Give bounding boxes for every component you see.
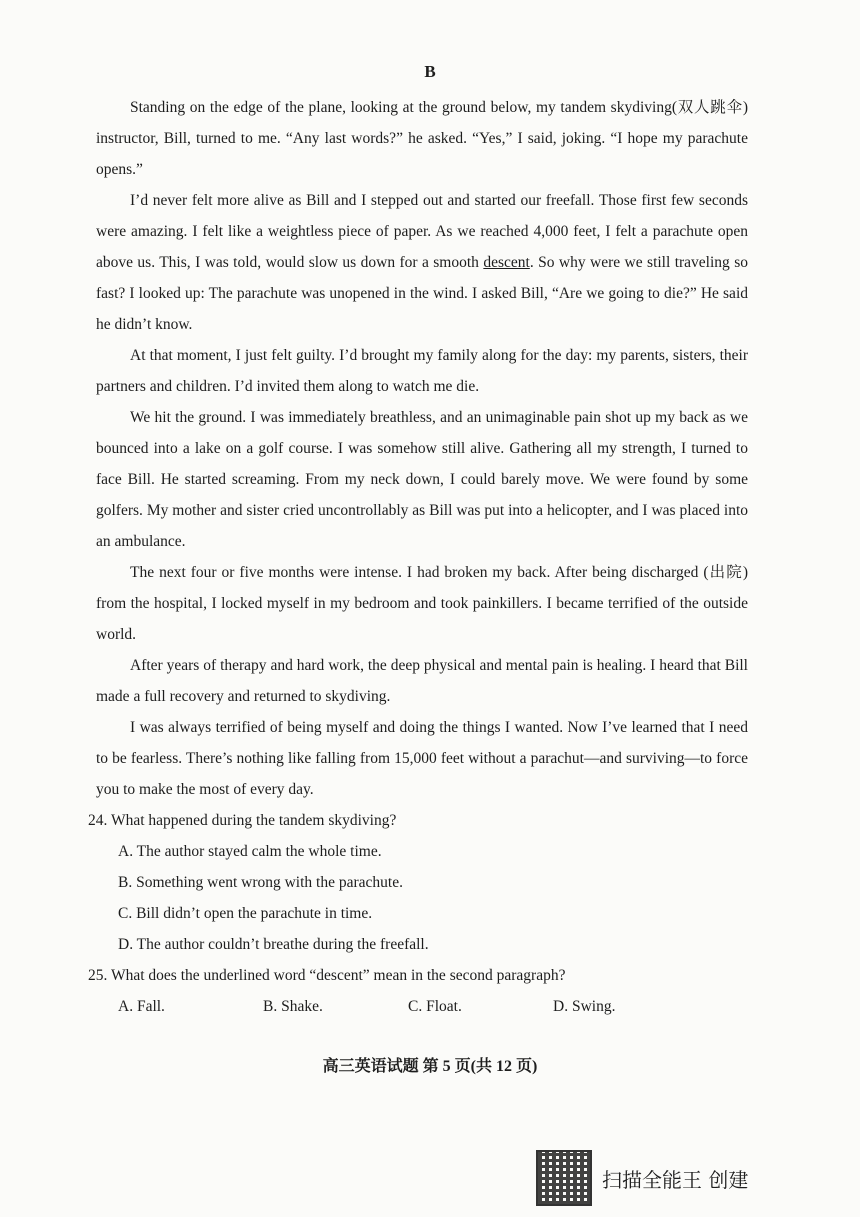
scanner-watermark-text: 扫描全能王 创建 bbox=[602, 1167, 749, 1192]
question-24-option-d: D. The author couldn’t breathe during the freefall. bbox=[118, 936, 429, 953]
paragraph-1: Standing on the edge of the plane, looking at the ground below, my tandem skydiving(双人跳伞) instructor, Bill, turned to me. “Any last words?” he asked. “Yes,” I said, joking. “I hope my parachute opens.” bbox=[96, 99, 748, 178]
question-25 bbox=[88, 960, 748, 1022]
scanner-watermark bbox=[536, 1150, 748, 1206]
question-24-option-a: A. The author stayed calm the whole time. bbox=[118, 843, 382, 860]
section-label: B bbox=[424, 62, 436, 81]
paragraph-6: After years of therapy and hard work, the deep physical and mental pain is healing. I heard that Bill made a full recovery and returned to skydiving. bbox=[96, 657, 748, 705]
question-25-option-d: D. Swing. bbox=[553, 998, 616, 1015]
paragraph-2-end: . So why were we still traveling so fast? I looked up: The parachute was unopened in the wind. I asked Bill, “Are we going to die?” He said he didn’t know. bbox=[96, 254, 748, 333]
paragraph-2-start: I’d never felt more alive as Bill and I stepped out and started our freefall. Those first few seconds were amazing. I felt like a weightless piece of paper. As we reached 4,000 feet, I felt a parachute open above us. This, I was told, would slow us down for a smooth bbox=[96, 192, 748, 271]
question-25-stem: 25. What does the underlined word “descent” mean in the second paragraph? bbox=[88, 967, 566, 984]
underlined-word: descent bbox=[483, 254, 530, 271]
question-24-stem: 24. What happened during the tandem skydiving? bbox=[88, 812, 397, 829]
paragraph-2 bbox=[96, 185, 748, 340]
question-25-option-b: B. Shake. bbox=[263, 998, 323, 1015]
paragraph-7: I was always terrified of being myself and doing the things I wanted. Now I’ve learned that I need to be fearless. There’s nothing like falling from 15,000 feet without a parachut—and surviving—to force you to make the most of every day. bbox=[96, 719, 748, 798]
qr-code-icon bbox=[536, 1150, 592, 1206]
paragraph-5: The next four or five months were intense. I had broken my back. After being discharged (出院) from the hospital, I locked myself in my bedroom and took painkillers. I became terrified of the outside world. bbox=[96, 564, 748, 643]
question-25-options bbox=[96, 991, 748, 1022]
question-24-option-b: B. Something went wrong with the parachute. bbox=[118, 874, 403, 891]
reading-passage bbox=[88, 92, 748, 1022]
question-25-option-c: C. Float. bbox=[408, 998, 462, 1015]
paragraph-4: We hit the ground. I was immediately breathless, and an unimaginable pain shot up my back as we bounced into a lake on a golf course. I was somehow still alive. Gathering all my strength, I turned to face Bill. He started screaming. From my neck down, I could barely move. We were found by some golfers. My mother and sister cried uncontrollably as Bill was put into a helicopter, and I was placed into an ambulance. bbox=[96, 409, 748, 550]
paragraph-3: At that moment, I just felt guilty. I’d brought my family along for the day: my parents, sisters, their partners and children. I’d invited them along to watch me die. bbox=[96, 347, 748, 395]
question-25-option-a: A. Fall. bbox=[118, 998, 165, 1015]
question-24-option-c: C. Bill didn’t open the parachute in time. bbox=[118, 905, 373, 922]
question-24 bbox=[88, 805, 748, 960]
page-footer: 高三英语试题 第 5 页(共 12 页) bbox=[322, 1058, 538, 1075]
